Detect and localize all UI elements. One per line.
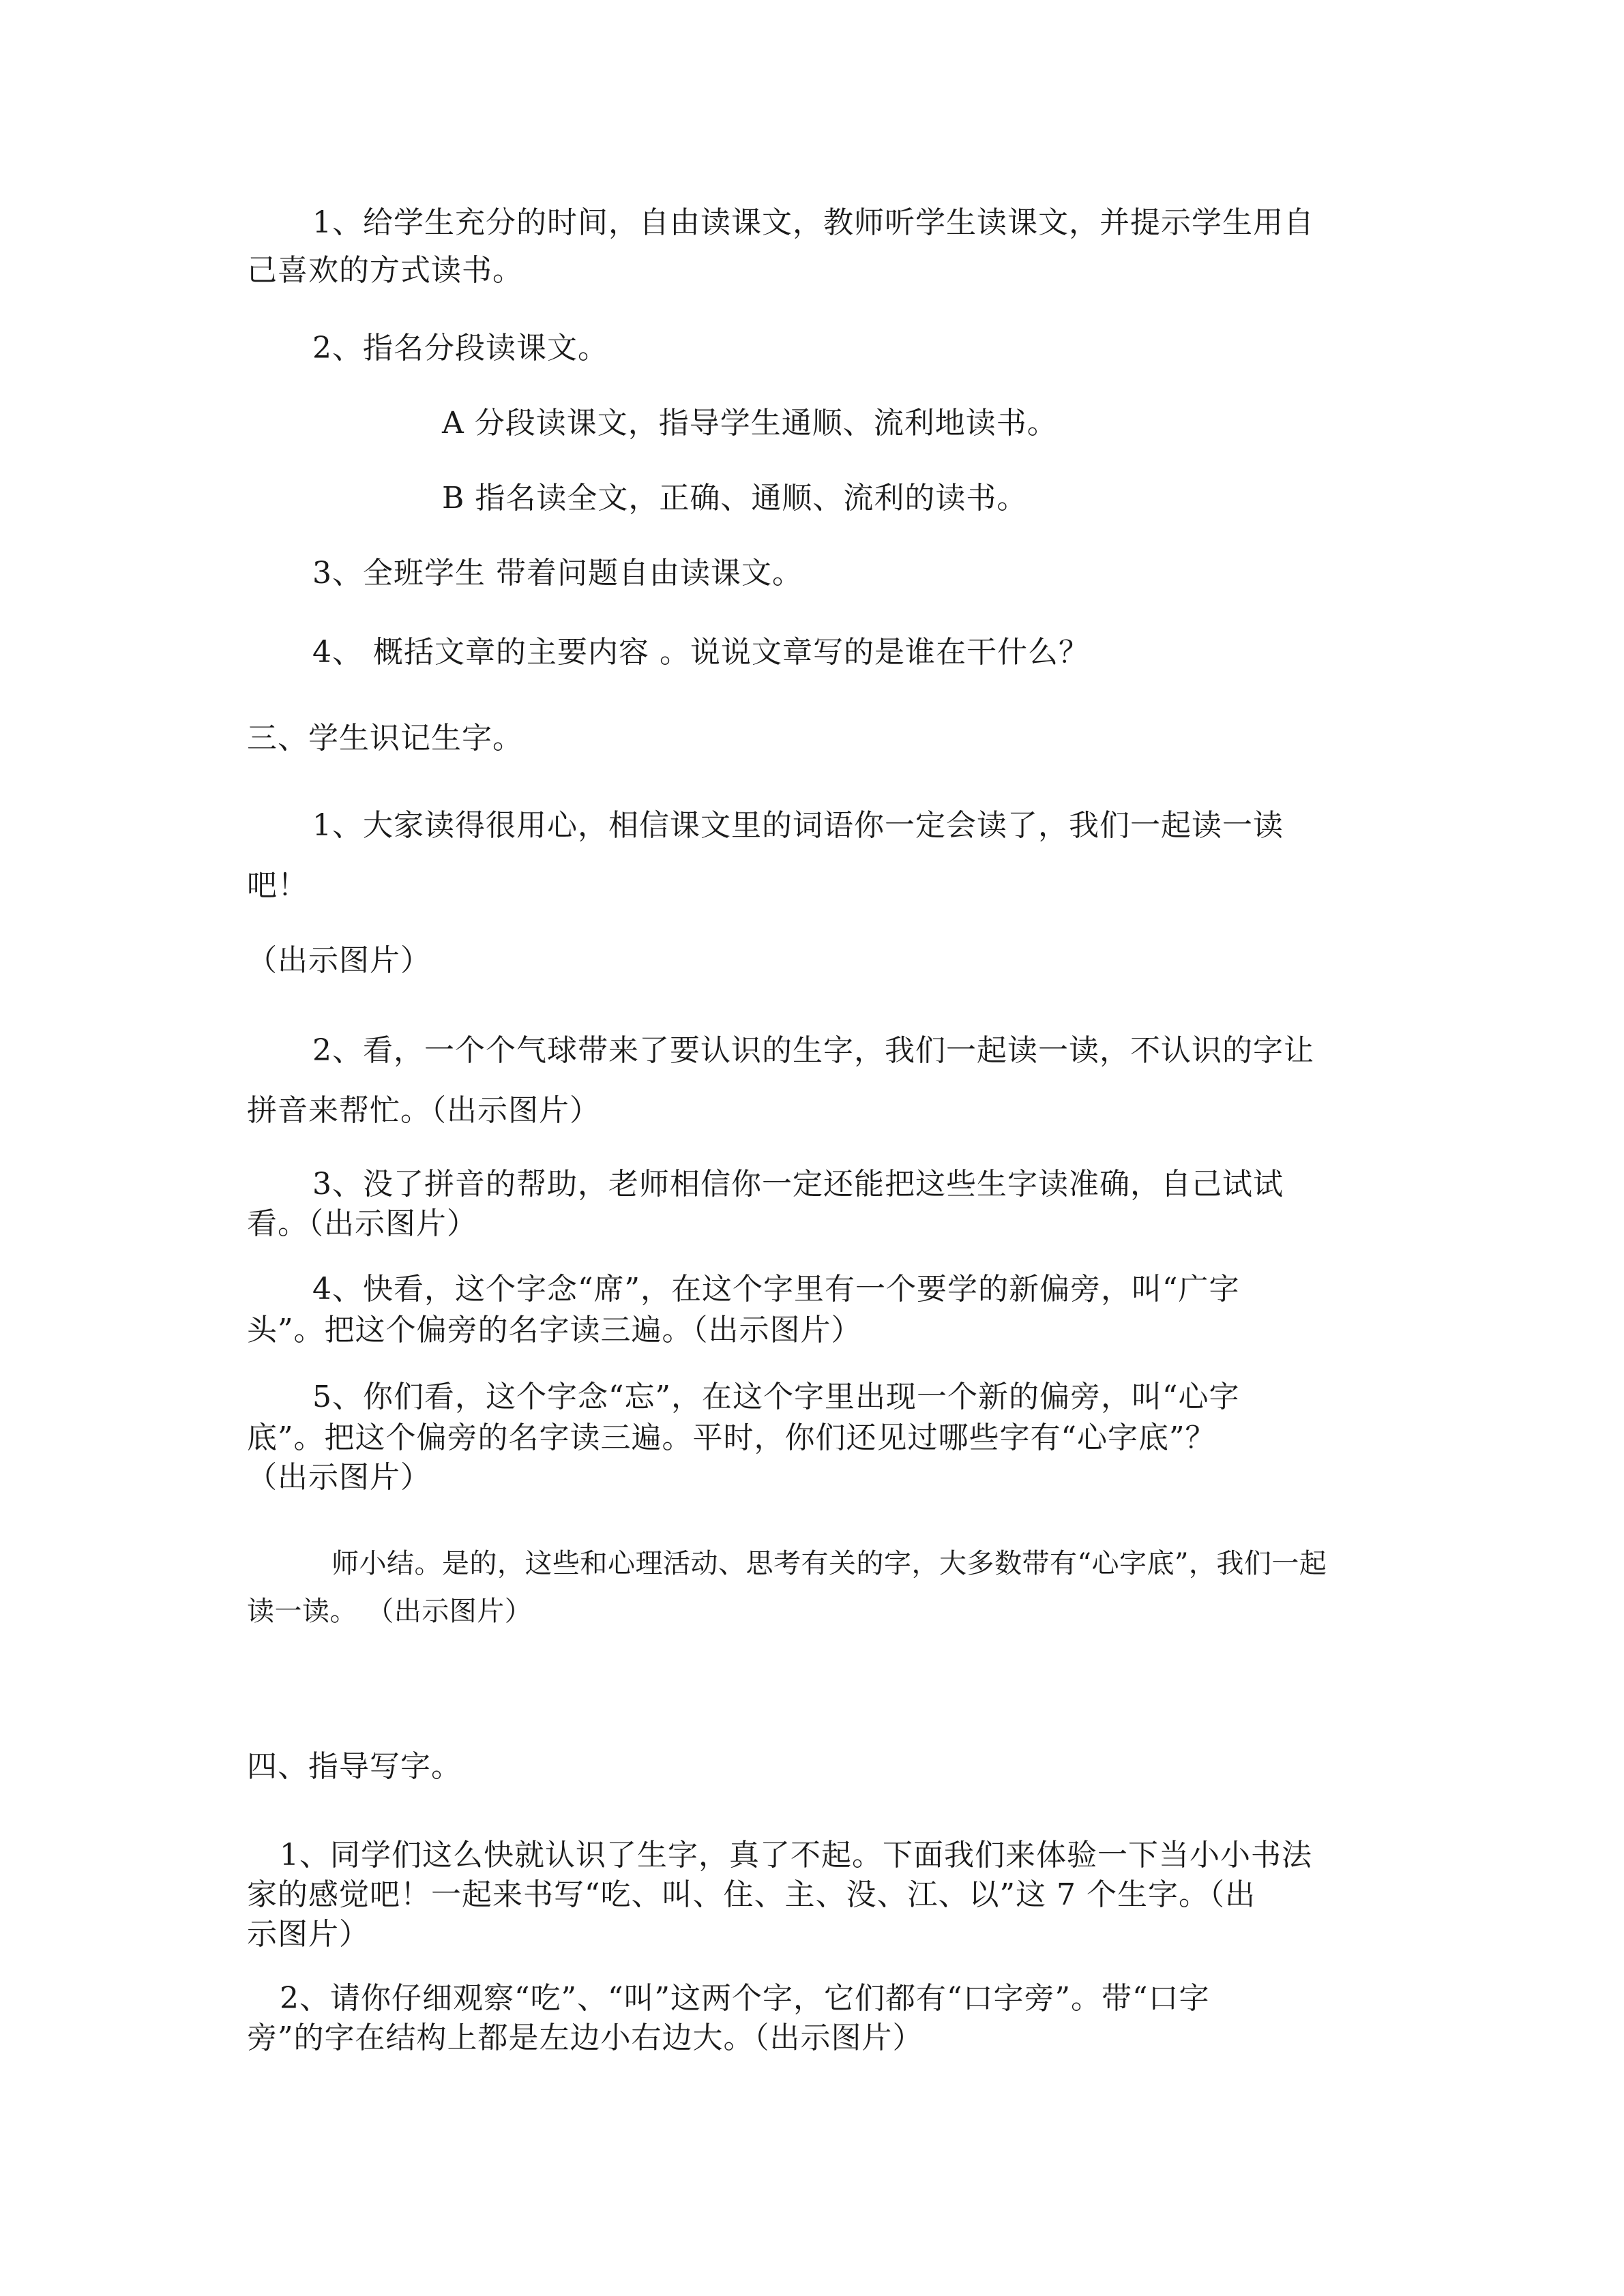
paragraph-line: （出示图片） xyxy=(247,943,431,978)
paragraph-line: 师小结。是的，这些和心理活动、思考有关的字，大多数带有“心字底”，我们一起 xyxy=(331,1548,1327,1579)
paragraph-line: 1、同学们这么快就认识了生字，真了不起。下面我们来体验一下当小小书法 xyxy=(280,1838,1312,1873)
paragraph-line: B 指名读全文，正确、通顺、流利的读书。 xyxy=(442,481,1028,516)
paragraph-line: 吧！ xyxy=(247,868,308,903)
paragraph-line: 读一读。 （出示图片） xyxy=(247,1596,533,1627)
paragraph-line: 4、 概括文章的主要内容 。说说文章写的是谁在干什么？ xyxy=(312,635,1089,670)
paragraph-line: 2、看，一个个气球带来了要认识的生字，我们一起读一读，不认识的字让 xyxy=(312,1033,1314,1068)
paragraph-line: 4、快看，这个字念“席”，在这个字里有一个要学的新偏旁，叫“广字 xyxy=(312,1272,1240,1307)
paragraph-line: 1、大家读得很用心，相信课文里的词语你一定会读了，我们一起读一读 xyxy=(312,808,1284,843)
paragraph-line: 旁”的字在结构上都是左边小右边大。（出示图片） xyxy=(247,2021,924,2055)
paragraph-line: 2、指名分段读课文。 xyxy=(312,331,608,366)
paragraph-line: 底”。把这个偏旁的名字读三遍。平时，你们还见过哪些字有“心字底”？ xyxy=(247,1420,1216,1455)
paragraph-line: 拼音来帮忙。（出示图片） xyxy=(247,1093,600,1128)
paragraph-line: 看。（出示图片） xyxy=(247,1206,477,1241)
paragraph-line: （出示图片） xyxy=(247,1460,431,1495)
paragraph-line: 己喜欢的方式读书。 xyxy=(247,253,523,288)
section-heading: 三、学生识记生字。 xyxy=(247,721,523,756)
paragraph-line: 3、全班学生 带着问题自由读课文。 xyxy=(312,556,803,591)
paragraph-line: 3、没了拼音的帮助，老师相信你一定还能把这些生字读准确，自己试试 xyxy=(312,1167,1284,1202)
paragraph-line: 示图片） xyxy=(247,1917,370,1952)
paragraph-line: A 分段读课文，指导学生通顺、流利地读书。 xyxy=(442,406,1058,441)
paragraph-line: 家的感觉吧！一起来书写“吃、叫、住、主、没、江、以”这 7 个生字。（出 xyxy=(247,1877,1256,1912)
paragraph-line: 1、给学生充分的时间，自由读课文，教师听学生读课文，并提示学生用自 xyxy=(312,205,1314,240)
paragraph-line: 5、你们看，这个字念“忘”，在这个字里出现一个新的偏旁，叫“心字 xyxy=(312,1380,1240,1414)
paragraph-line: 2、请你仔细观察“吃”、“叫”这两个字，它们都有“口字旁”。带“口字 xyxy=(280,1981,1210,2016)
paragraph-line: 头”。把这个偏旁的名字读三遍。（出示图片） xyxy=(247,1313,862,1347)
section-heading: 四、指导写字。 xyxy=(247,1749,462,1784)
